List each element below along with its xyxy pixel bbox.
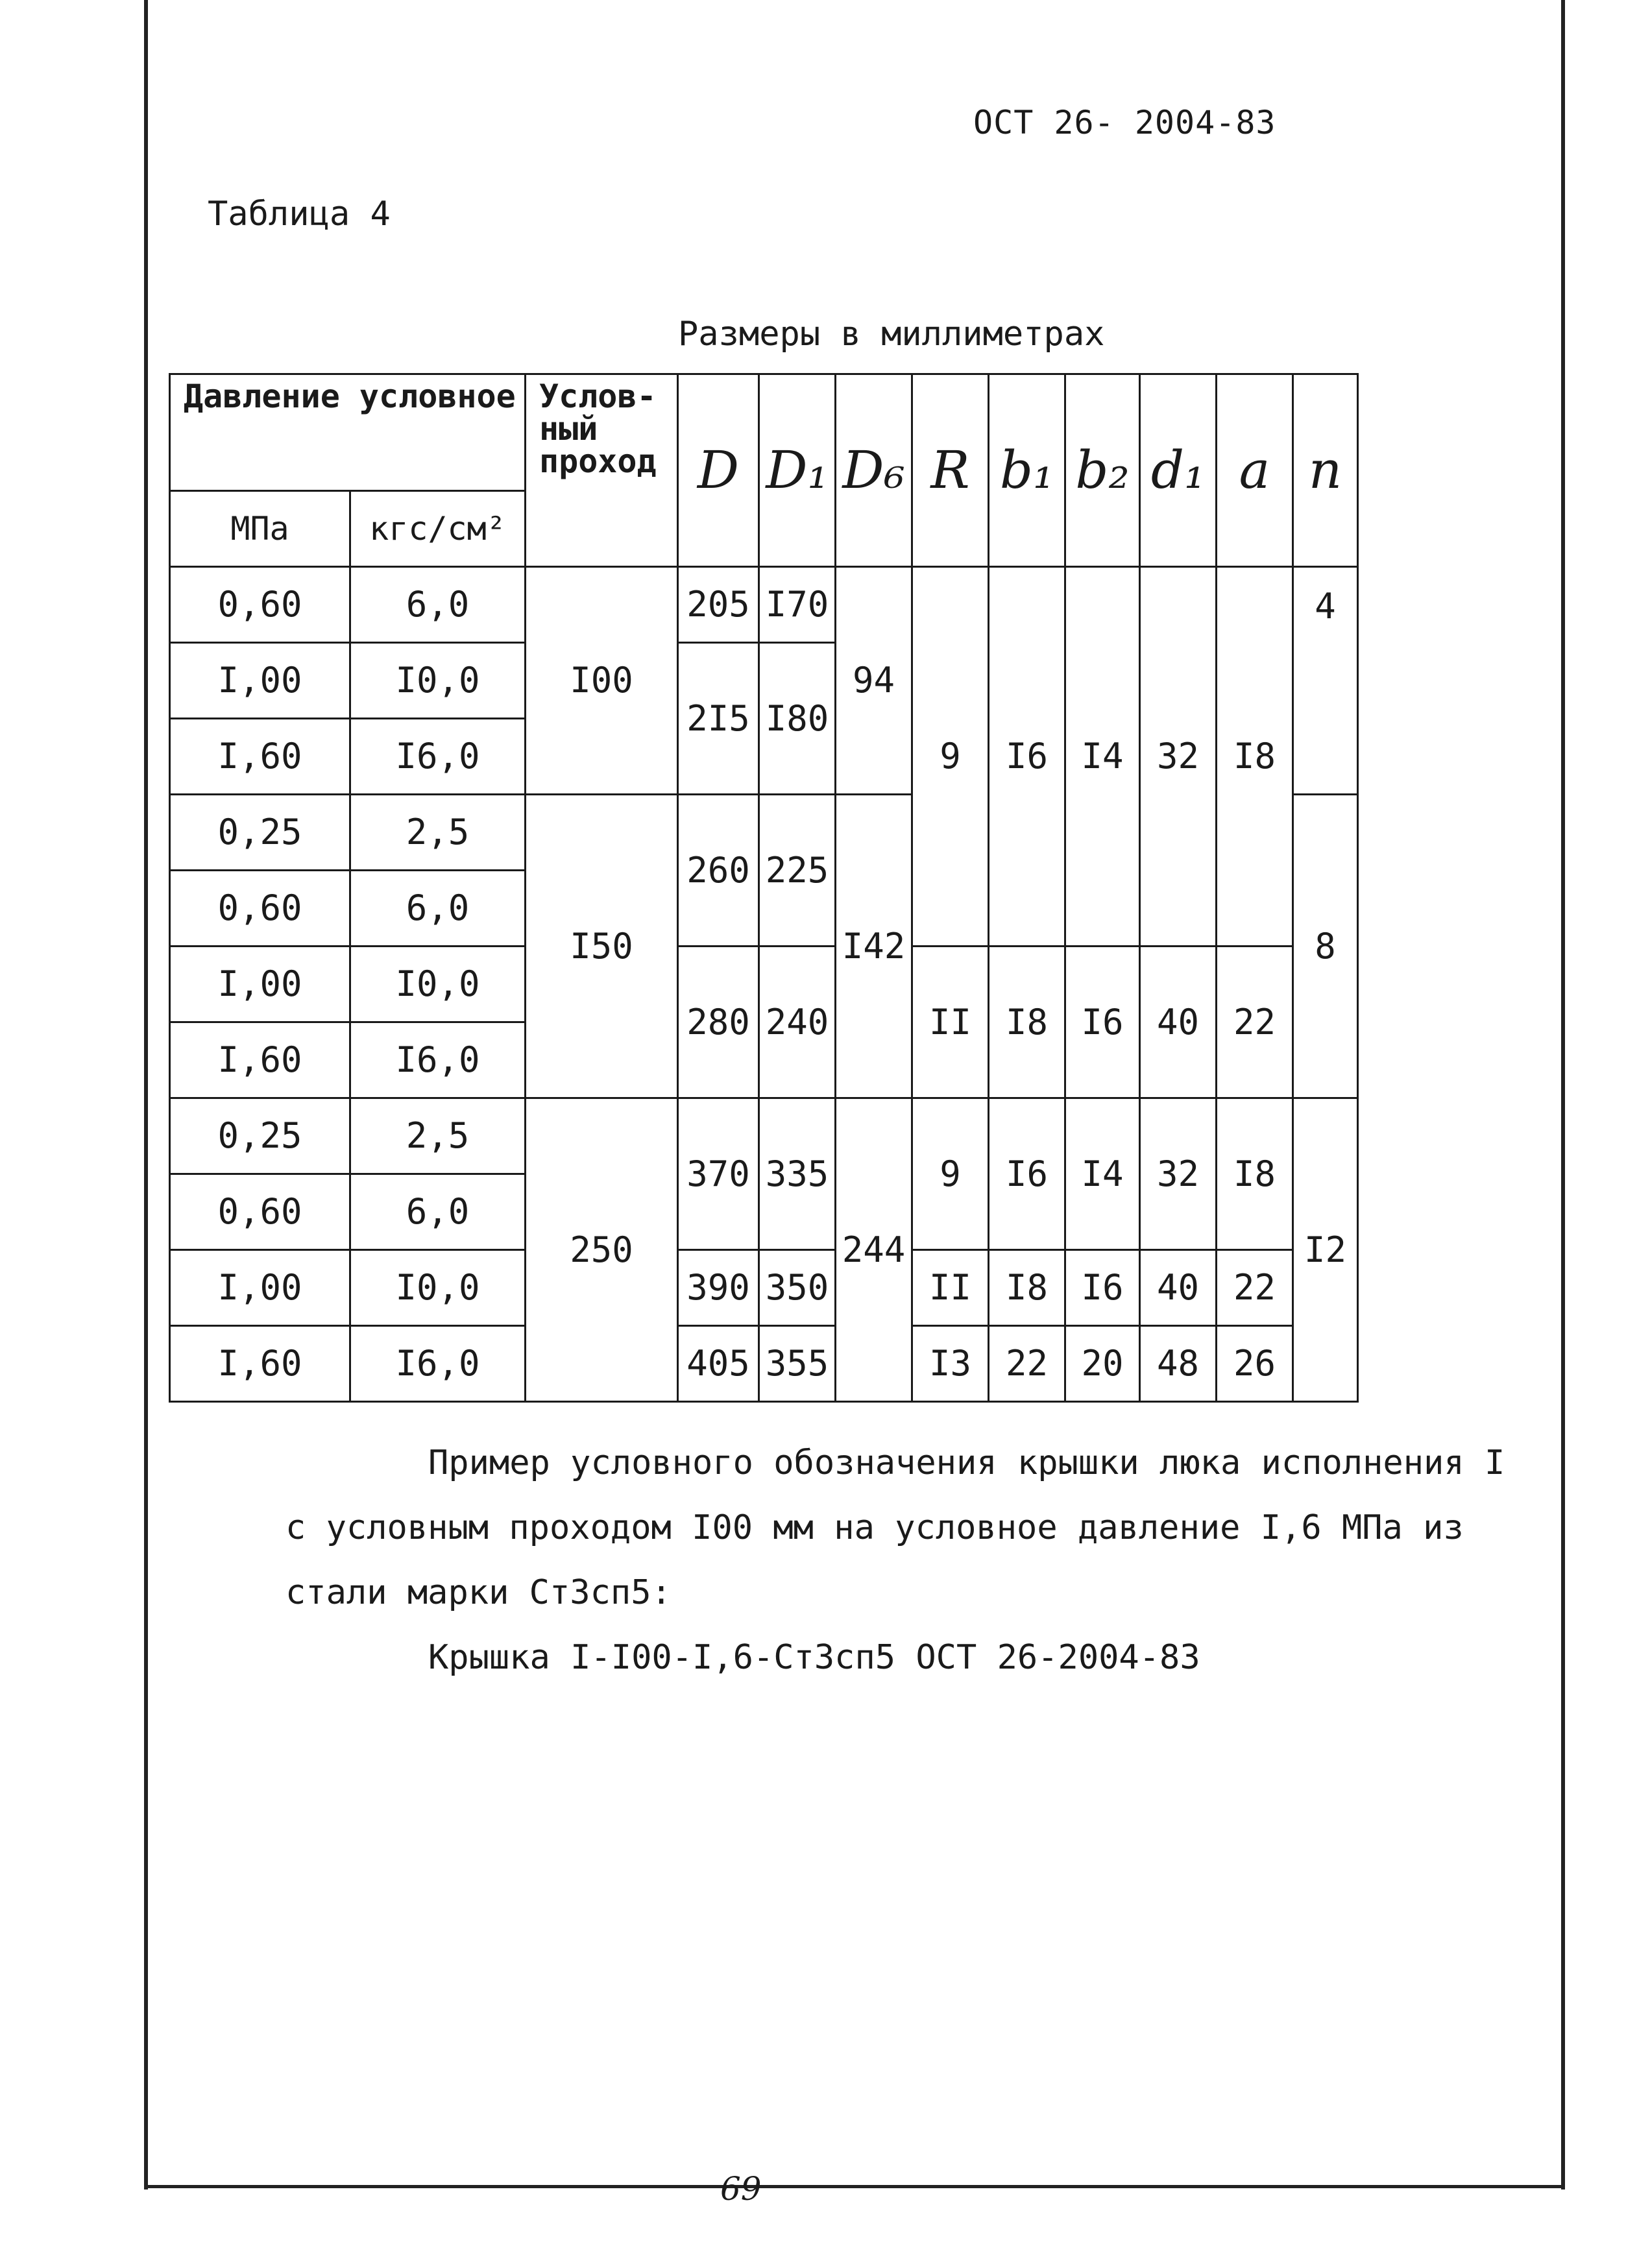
cell-mpa: I,00 bbox=[170, 1250, 350, 1326]
cell-mpa: 0,60 bbox=[170, 567, 350, 643]
cell-D1: I80 bbox=[759, 643, 836, 795]
header-mpa: МПа bbox=[170, 491, 350, 567]
dimensions-table bbox=[169, 373, 1359, 1403]
document-code: ОСТ 26- 2004-83 bbox=[973, 104, 1276, 141]
cell-d1: 40 bbox=[1140, 1250, 1217, 1326]
cell-mpa: 0,60 bbox=[170, 871, 350, 947]
cell-kgf: I6,0 bbox=[350, 1022, 526, 1098]
cell-a: 22 bbox=[1217, 947, 1293, 1098]
cell-mpa: 0,25 bbox=[170, 1098, 350, 1174]
cell-Db: 244 bbox=[836, 1098, 912, 1402]
cell-d1: 32 bbox=[1140, 1098, 1217, 1250]
cell-D1: 240 bbox=[759, 947, 836, 1098]
cell-D: 280 bbox=[678, 947, 759, 1098]
example-line-1: Пример условного обозначения крышки люка исполнения I bbox=[428, 1443, 1505, 1482]
cell-mpa: I,60 bbox=[170, 1022, 350, 1098]
cell-R: II bbox=[912, 947, 989, 1098]
cell-mpa: I,00 bbox=[170, 947, 350, 1022]
cell-passage: I50 bbox=[526, 795, 678, 1098]
header-kgf: кгс/см² bbox=[350, 491, 526, 567]
cell-d1: 40 bbox=[1140, 947, 1217, 1098]
cell-b1: 22 bbox=[989, 1326, 1065, 1402]
header-passage: Услов-ный проход bbox=[526, 374, 678, 567]
cell-b1: I6 bbox=[989, 1098, 1065, 1250]
cell-Db: 94 bbox=[836, 567, 912, 795]
cell-D: 370 bbox=[678, 1098, 759, 1250]
cell-R: 9 bbox=[912, 567, 989, 947]
cell-D: 2I5 bbox=[678, 643, 759, 795]
header-D: D bbox=[678, 374, 759, 567]
header-b2: b₂ bbox=[1065, 374, 1140, 567]
cell-b2: I4 bbox=[1065, 1098, 1140, 1250]
cell-a: 26 bbox=[1217, 1326, 1293, 1402]
frame-right-border bbox=[1561, 0, 1565, 2190]
cell-d1: 32 bbox=[1140, 567, 1217, 947]
header-a: a bbox=[1217, 374, 1293, 567]
cell-b1: I8 bbox=[989, 1250, 1065, 1326]
cell-a: I8 bbox=[1217, 567, 1293, 947]
cell-D1: 335 bbox=[759, 1098, 836, 1250]
cell-D1: 225 bbox=[759, 795, 836, 947]
header-Db: D₆ bbox=[836, 374, 912, 567]
cell-mpa: I,60 bbox=[170, 1326, 350, 1402]
cell-a: 22 bbox=[1217, 1250, 1293, 1326]
cell-d1: 48 bbox=[1140, 1326, 1217, 1402]
cell-b2: I6 bbox=[1065, 1250, 1140, 1326]
example-line-2: с условным проходом I00 мм на условное давление I,6 МПа из bbox=[285, 1508, 1464, 1547]
header-d1: d₁ bbox=[1140, 374, 1217, 567]
cell-a: I8 bbox=[1217, 1098, 1293, 1250]
cell-b1: I6 bbox=[989, 567, 1065, 947]
cell-Db: I42 bbox=[836, 795, 912, 1098]
cell-R: I3 bbox=[912, 1326, 989, 1402]
cell-passage: I00 bbox=[526, 567, 678, 795]
cell-D1: 355 bbox=[759, 1326, 836, 1402]
units-note: Размеры в миллиметрах bbox=[678, 315, 1105, 354]
cell-n: 8 bbox=[1293, 795, 1358, 1098]
cell-b1: I8 bbox=[989, 947, 1065, 1098]
cell-kgf: 2,5 bbox=[350, 1098, 526, 1174]
cell-n: I2 bbox=[1293, 1098, 1358, 1402]
cell-R: 9 bbox=[912, 1098, 989, 1250]
cell-D1: I70 bbox=[759, 567, 836, 643]
cell-n: 4 bbox=[1293, 567, 1358, 795]
cell-b2: 20 bbox=[1065, 1326, 1140, 1402]
cell-mpa: 0,25 bbox=[170, 795, 350, 871]
cell-kgf: 6,0 bbox=[350, 1174, 526, 1250]
cell-mpa: 0,60 bbox=[170, 1174, 350, 1250]
cell-D: 390 bbox=[678, 1250, 759, 1326]
cell-D: 405 bbox=[678, 1326, 759, 1402]
page-number: 69 bbox=[720, 2170, 762, 2208]
cell-b2: I4 bbox=[1065, 567, 1140, 947]
example-line-3: стали марки Ст3сп5: bbox=[285, 1573, 672, 1612]
header-pressure: Давление условное bbox=[170, 374, 526, 491]
header-b1: b₁ bbox=[989, 374, 1065, 567]
cell-kgf: I0,0 bbox=[350, 1250, 526, 1326]
cell-b2: I6 bbox=[1065, 947, 1140, 1098]
cell-R: II bbox=[912, 1250, 989, 1326]
cell-D1: 350 bbox=[759, 1250, 836, 1326]
cell-kgf: I6,0 bbox=[350, 1326, 526, 1402]
header-n: n bbox=[1293, 374, 1358, 567]
cell-kgf: 6,0 bbox=[350, 871, 526, 947]
example-designation: Крышка I-I00-I,6-Ст3сп5 ОСТ 26-2004-83 bbox=[428, 1638, 1200, 1677]
table-caption: Таблица 4 bbox=[208, 195, 391, 234]
cell-kgf: I6,0 bbox=[350, 719, 526, 795]
cell-kgf: 6,0 bbox=[350, 567, 526, 643]
cell-kgf: 2,5 bbox=[350, 795, 526, 871]
cell-mpa: I,00 bbox=[170, 643, 350, 719]
cell-D: 260 bbox=[678, 795, 759, 947]
cell-mpa: I,60 bbox=[170, 719, 350, 795]
header-R: R bbox=[912, 374, 989, 567]
header-D1: D₁ bbox=[759, 374, 836, 567]
frame-bottom-border bbox=[144, 2185, 1565, 2188]
frame-left-border bbox=[144, 0, 148, 2190]
cell-passage: 250 bbox=[526, 1098, 678, 1402]
cell-kgf: I0,0 bbox=[350, 947, 526, 1022]
cell-D: 205 bbox=[678, 567, 759, 643]
cell-kgf: I0,0 bbox=[350, 643, 526, 719]
